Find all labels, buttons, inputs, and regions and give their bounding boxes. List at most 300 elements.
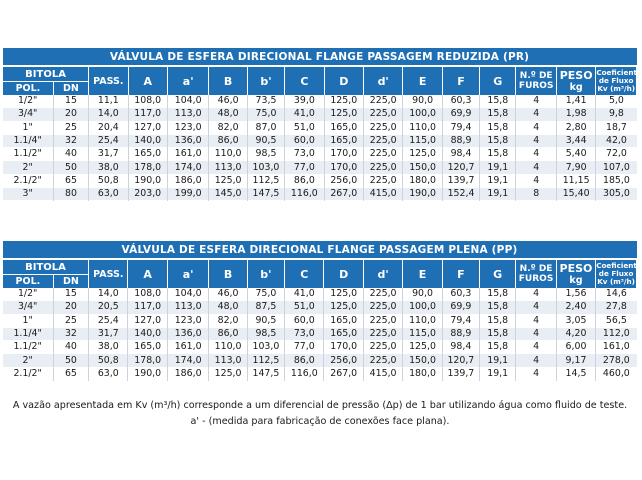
table-cell: 3/4" — [3, 301, 54, 314]
table-title: VÁLVULA DE ESFERA DIRECIONAL FLANGE PASSAGEM REDUZIDA (PR) — [3, 48, 637, 66]
table-cell: 73,5 — [247, 95, 284, 108]
table-cell: 225,0 — [363, 108, 402, 121]
table-cell: 86,0 — [285, 174, 324, 187]
header-d: D — [324, 259, 363, 288]
table-cell: 86,0 — [209, 134, 247, 147]
header-pol: POL. — [3, 275, 54, 289]
table-cell: 77,0 — [285, 161, 324, 174]
header-f: F — [442, 259, 479, 288]
table-cell: 18,7 — [596, 121, 637, 134]
table-cell: 51,0 — [285, 301, 324, 314]
table-cell: 4 — [516, 95, 556, 108]
table-cell: 190,0 — [128, 367, 167, 380]
table-cell: 20 — [53, 108, 88, 121]
table-cell: 4 — [516, 314, 556, 327]
header-b: B — [209, 259, 247, 288]
header-furos-line2: FUROS — [518, 81, 554, 91]
table-row — [3, 288, 637, 301]
table-cell: 60,0 — [285, 134, 324, 147]
table-cell: 50 — [53, 161, 88, 174]
header-peso-line1: PESO — [559, 69, 593, 82]
table-cell: 1/2" — [3, 288, 54, 301]
table-cell: 90,0 — [403, 288, 442, 301]
table-cell: 225,0 — [363, 161, 402, 174]
table-cell: 15,8 — [480, 95, 516, 108]
table-cell: 174,0 — [167, 354, 208, 367]
header-kv-line3: Kv (m³/h) — [597, 277, 635, 286]
table-cell: 150,0 — [403, 161, 442, 174]
table-cell: 60,3 — [442, 288, 479, 301]
table-cell: 100,0 — [403, 301, 442, 314]
table-cell: 25,4 — [89, 314, 128, 327]
table-cell: 225,0 — [363, 134, 402, 147]
table-cell: 136,0 — [167, 134, 208, 147]
table-cell: 165,0 — [128, 341, 167, 354]
table-cell: 9,17 — [556, 354, 595, 367]
table-cell: 1.1/2" — [3, 148, 54, 161]
table-cell: 170,0 — [324, 161, 363, 174]
header-kv-line2: de Fluxo — [598, 76, 634, 85]
table-cell: 65 — [53, 174, 88, 187]
table-cell: 39,0 — [285, 95, 324, 108]
table-cell: 1/2" — [3, 95, 54, 108]
table-cell: 103,0 — [247, 341, 284, 354]
table-cell: 31,7 — [89, 148, 128, 161]
table-cell: 180,0 — [403, 174, 442, 187]
table-cell: 170,0 — [324, 148, 363, 161]
table-cell: 152,4 — [442, 188, 479, 201]
table-cell: 19,1 — [480, 161, 516, 174]
table-row — [3, 121, 637, 134]
table-cell: 14,6 — [596, 288, 637, 301]
table-cell: 112,0 — [596, 327, 637, 340]
table-cell: 60,3 — [442, 95, 479, 108]
table-cell: 180,0 — [403, 367, 442, 380]
table-cell: 127,0 — [128, 121, 167, 134]
table-cell: 56,5 — [596, 314, 637, 327]
table-cell: 415,0 — [363, 367, 402, 380]
table-cell: 185,0 — [596, 174, 637, 187]
table-cell: 104,0 — [167, 288, 208, 301]
table-cell: 38,0 — [89, 341, 128, 354]
table-cell: 113,0 — [167, 108, 208, 121]
table-cell: 48,0 — [209, 301, 247, 314]
table-cell: 20 — [53, 301, 88, 314]
header-kv — [596, 259, 642, 288]
table-cell: 3,44 — [556, 134, 595, 147]
table-cell: 25 — [53, 314, 88, 327]
table-row — [3, 148, 637, 161]
table-cell: 90,5 — [247, 314, 284, 327]
table-cell: 267,0 — [324, 188, 363, 201]
table-cell: 4 — [516, 161, 556, 174]
table-cell: 82,0 — [209, 121, 247, 134]
table-cell: 110,0 — [403, 121, 442, 134]
table-cell: 20,4 — [89, 121, 128, 134]
table-cell: 125,0 — [209, 174, 247, 187]
table-cell: 165,0 — [128, 148, 167, 161]
table-cell: 100,0 — [403, 108, 442, 121]
table-cell: 15,8 — [480, 341, 516, 354]
table-cell: 113,0 — [209, 161, 247, 174]
table-cell: 88,9 — [442, 327, 479, 340]
table-cell: 225,0 — [363, 301, 402, 314]
table-cell: 82,0 — [209, 314, 247, 327]
table-cell: 40 — [53, 148, 88, 161]
header-peso — [556, 66, 595, 95]
table-cell: 1" — [3, 121, 54, 134]
table-cell: 103,0 — [247, 161, 284, 174]
table-cell: 225,0 — [363, 121, 402, 134]
header-a: A — [128, 259, 167, 288]
table-cell: 19,1 — [480, 188, 516, 201]
table-cell: 104,0 — [167, 95, 208, 108]
table-cell: 125,0 — [324, 288, 363, 301]
table-title: VÁLVULA DE ESFERA DIRECIONAL FLANGE PASSAGEM PLENA (PP) — [3, 241, 637, 259]
table-cell: 15,8 — [480, 148, 516, 161]
note-kv-flow: A vazão apresentada em Kv (m³/h) corresponde a um diferencial de pressão (Δp) de 1 bar utilizando água como fluido de teste. — [12, 400, 628, 411]
table-row — [3, 367, 637, 380]
table-cell: 32 — [53, 327, 88, 340]
table-cell: 225,0 — [363, 174, 402, 187]
table-cell: 15,8 — [480, 288, 516, 301]
table-cell: 4,20 — [556, 327, 595, 340]
table-cell: 108,0 — [128, 288, 167, 301]
table-cell: 4 — [516, 121, 556, 134]
table-cell: 1,56 — [556, 288, 595, 301]
table-cell: 116,0 — [285, 367, 324, 380]
table-cell: 90,5 — [247, 134, 284, 147]
table-cell: 4 — [516, 108, 556, 121]
header-peso-line2: kg — [569, 275, 583, 286]
table-cell: 1.1/4" — [3, 327, 54, 340]
table-cell: 98,4 — [442, 341, 479, 354]
header-furos — [516, 66, 556, 95]
table-cell: 8 — [516, 188, 556, 201]
table-cell: 108,0 — [128, 95, 167, 108]
table-cell: 125,0 — [324, 108, 363, 121]
table-row — [3, 161, 637, 174]
table-cell: 79,4 — [442, 121, 479, 134]
table-cell: 4 — [516, 301, 556, 314]
table-cell: 4 — [516, 174, 556, 187]
table-row — [3, 341, 637, 354]
table-cell: 87,0 — [247, 121, 284, 134]
table-cell: 98,5 — [247, 148, 284, 161]
header-g: G — [480, 259, 516, 288]
header-f: F — [442, 66, 479, 95]
table-cell: 73,0 — [285, 148, 324, 161]
table-cell: 140,0 — [128, 327, 167, 340]
table-cell: 5,40 — [556, 148, 595, 161]
header-pass: PASS. — [89, 259, 128, 288]
table-cell: 75,0 — [247, 108, 284, 121]
table-cell: 4 — [516, 367, 556, 380]
table-cell: 51,0 — [285, 121, 324, 134]
table-cell: 50 — [53, 354, 88, 367]
table-row — [3, 108, 637, 121]
table-row — [3, 301, 637, 314]
table-cell: 98,5 — [247, 327, 284, 340]
table-cell: 120,7 — [442, 354, 479, 367]
header-c: C — [285, 66, 324, 95]
table-cell: 225,0 — [363, 288, 402, 301]
table-cell: 14,0 — [89, 108, 128, 121]
header-kv — [596, 66, 642, 95]
header-b-prime: b' — [247, 259, 284, 288]
table-cell: 225,0 — [363, 341, 402, 354]
table-cell: 125,0 — [403, 341, 442, 354]
table-cell: 147,5 — [247, 367, 284, 380]
table-cell: 72,0 — [596, 148, 637, 161]
header-furos-line2: FUROS — [518, 274, 554, 284]
table-cell: 19,1 — [480, 174, 516, 187]
header-a: A — [128, 66, 167, 95]
table-cell: 178,0 — [128, 161, 167, 174]
table-cell: 165,0 — [324, 327, 363, 340]
table-cell: 98,4 — [442, 148, 479, 161]
table-cell: 15,8 — [480, 108, 516, 121]
table-cell: 4 — [516, 327, 556, 340]
table-cell: 115,0 — [403, 134, 442, 147]
table-cell: 50,8 — [89, 354, 128, 367]
table-cell: 38,0 — [89, 161, 128, 174]
table-cell: 63,0 — [89, 188, 128, 201]
table-row — [3, 188, 637, 201]
table-cell: 186,0 — [167, 367, 208, 380]
table-cell: 60,0 — [285, 314, 324, 327]
table-cell: 165,0 — [324, 121, 363, 134]
table-cell: 225,0 — [363, 95, 402, 108]
table-cell: 88,9 — [442, 134, 479, 147]
table-cell: 41,0 — [285, 288, 324, 301]
table-row — [3, 134, 637, 147]
table-cell: 19,1 — [480, 354, 516, 367]
footnotes — [0, 398, 640, 430]
table-cell: 86,0 — [285, 354, 324, 367]
table-cell: 112,5 — [247, 174, 284, 187]
table-cell: 161,0 — [596, 341, 637, 354]
table-cell: 256,0 — [324, 354, 363, 367]
note-a-prime: a' - (medida para fabricação de conexões face plana). — [190, 416, 450, 427]
table-cell: 2" — [3, 354, 54, 367]
table-cell: 113,0 — [167, 301, 208, 314]
table-cell: 4 — [516, 341, 556, 354]
table-cell: 267,0 — [324, 367, 363, 380]
header-furos-line1: N.º DE — [519, 264, 553, 274]
table-cell: 125,0 — [324, 95, 363, 108]
table-cell: 110,0 — [209, 148, 247, 161]
table-cell: 1" — [3, 314, 54, 327]
table-cell: 110,0 — [209, 341, 247, 354]
table-cell: 15,8 — [480, 327, 516, 340]
table-cell: 15,8 — [480, 314, 516, 327]
table-cell: 46,0 — [209, 288, 247, 301]
table-cell: 63,0 — [89, 367, 128, 380]
table-cell: 4 — [516, 288, 556, 301]
table-cell: 87,5 — [247, 301, 284, 314]
header-kv-line3: Kv (m³/h) — [597, 84, 636, 93]
header-dn: DN — [53, 275, 88, 289]
header-peso-line2: kg — [569, 82, 583, 93]
table-cell: 42,0 — [596, 134, 637, 147]
table-cell: 4 — [516, 354, 556, 367]
table-cell: 174,0 — [167, 161, 208, 174]
table-cell: 4 — [516, 134, 556, 147]
table-cell: 225,0 — [363, 314, 402, 327]
table-cell: 112,5 — [247, 354, 284, 367]
header-kv-line2: de Fluxo — [598, 269, 634, 278]
table-cell: 80 — [53, 188, 88, 201]
table-cell: 140,0 — [128, 134, 167, 147]
table-cell: 41,0 — [285, 108, 324, 121]
table-cell: 460,0 — [596, 367, 637, 380]
table-cell: 150,0 — [403, 354, 442, 367]
table-row — [3, 95, 637, 108]
table-row — [3, 174, 637, 187]
table-cell: 25 — [53, 121, 88, 134]
table-cell: 1,41 — [556, 95, 595, 108]
table-cell: 32 — [53, 134, 88, 147]
header-bitola: BITOLA — [3, 259, 89, 275]
header-b-prime: b' — [247, 66, 284, 95]
header-d-prime: d' — [363, 259, 402, 288]
table-cell: 125,0 — [209, 367, 247, 380]
table-cell: 14,5 — [556, 367, 595, 380]
header-peso — [556, 259, 595, 288]
table-cell: 46,0 — [209, 95, 247, 108]
table-cell: 415,0 — [363, 188, 402, 201]
table-cell: 77,0 — [285, 341, 324, 354]
table-cell: 113,0 — [209, 354, 247, 367]
table-cell: 27,8 — [596, 301, 637, 314]
table-cell: 86,0 — [209, 327, 247, 340]
table-cell: 15,8 — [480, 121, 516, 134]
table-cell: 147,5 — [247, 188, 284, 201]
table-cell: 2.1/2" — [3, 367, 54, 380]
table-cell: 1.1/2" — [3, 341, 54, 354]
table-cell: 170,0 — [324, 341, 363, 354]
table-cell: 75,0 — [247, 288, 284, 301]
table-cell: 256,0 — [324, 174, 363, 187]
header-pass: PASS. — [89, 66, 128, 95]
table-cell: 139,7 — [442, 174, 479, 187]
table-cell: 90,0 — [403, 95, 442, 108]
table-cell: 186,0 — [167, 174, 208, 187]
header-furos — [516, 259, 556, 288]
table-cell: 4 — [516, 148, 556, 161]
table-row — [3, 314, 637, 327]
table-row — [3, 354, 637, 367]
table-cell: 11,1 — [89, 95, 128, 108]
header-pol: POL. — [3, 82, 54, 96]
table-cell: 203,0 — [128, 188, 167, 201]
header-furos-line1: N.º DE — [519, 71, 553, 81]
header-d-prime: d' — [363, 66, 402, 95]
table-cell: 190,0 — [128, 174, 167, 187]
header-e: E — [403, 66, 442, 95]
header-kv-line1: Coeficiente — [596, 68, 642, 77]
table-cell: 1.1/4" — [3, 134, 54, 147]
table-cell: 2,80 — [556, 121, 595, 134]
table-cell: 6,00 — [556, 341, 595, 354]
table-cell: 136,0 — [167, 327, 208, 340]
table-cell: 14,0 — [89, 288, 128, 301]
table-cell: 79,4 — [442, 314, 479, 327]
table-cell: 139,7 — [442, 367, 479, 380]
table-cell: 15,8 — [480, 301, 516, 314]
table-cell: 5,0 — [596, 95, 637, 108]
header-d: D — [324, 66, 363, 95]
table-reduced-passage — [2, 48, 642, 201]
table-cell: 225,0 — [363, 327, 402, 340]
table-cell: 145,0 — [209, 188, 247, 201]
table-cell: 2,40 — [556, 301, 595, 314]
table-cell: 161,0 — [167, 341, 208, 354]
table-cell: 123,0 — [167, 314, 208, 327]
table-cell: 161,0 — [167, 148, 208, 161]
table-cell: 9,8 — [596, 108, 637, 121]
table-cell: 3" — [3, 188, 54, 201]
table-cell: 48,0 — [209, 108, 247, 121]
table-cell: 120,7 — [442, 161, 479, 174]
table-cell: 20,5 — [89, 301, 128, 314]
table-cell: 19,1 — [480, 367, 516, 380]
table-cell: 123,0 — [167, 121, 208, 134]
table-cell: 116,0 — [285, 188, 324, 201]
table-cell: 15,8 — [480, 134, 516, 147]
table-cell: 11,15 — [556, 174, 595, 187]
table-cell: 7,90 — [556, 161, 595, 174]
table-cell: 50,8 — [89, 174, 128, 187]
table-cell: 3,05 — [556, 314, 595, 327]
table-cell: 40 — [53, 341, 88, 354]
table-cell: 117,0 — [128, 108, 167, 121]
table-cell: 69,9 — [442, 301, 479, 314]
table-cell: 199,0 — [167, 188, 208, 201]
table-cell: 165,0 — [324, 314, 363, 327]
header-bitola: BITOLA — [3, 66, 89, 82]
table-cell: 110,0 — [403, 314, 442, 327]
table-cell: 31,7 — [89, 327, 128, 340]
header-a-prime: a' — [167, 259, 208, 288]
header-kv-line1: Coeficiente — [596, 261, 642, 270]
header-b: B — [209, 66, 247, 95]
table-cell: 65 — [53, 367, 88, 380]
header-e: E — [403, 259, 442, 288]
table-cell: 305,0 — [596, 188, 637, 201]
table-cell: 69,9 — [442, 108, 479, 121]
table-cell: 107,0 — [596, 161, 637, 174]
table-cell: 2" — [3, 161, 54, 174]
table-cell: 2.1/2" — [3, 174, 54, 187]
table-cell: 127,0 — [128, 314, 167, 327]
table-cell: 73,0 — [285, 327, 324, 340]
table-cell: 190,0 — [403, 188, 442, 201]
table-cell: 15 — [53, 288, 88, 301]
header-a-prime: a' — [167, 66, 208, 95]
table-cell: 225,0 — [363, 148, 402, 161]
table-cell: 15,40 — [556, 188, 595, 201]
table-cell: 25,4 — [89, 134, 128, 147]
table-cell: 278,0 — [596, 354, 637, 367]
table-cell: 225,0 — [363, 354, 402, 367]
header-peso-line1: PESO — [559, 262, 593, 275]
header-g: G — [480, 66, 516, 95]
table-cell: 178,0 — [128, 354, 167, 367]
table-cell: 125,0 — [324, 301, 363, 314]
table-cell: 3/4" — [3, 108, 54, 121]
